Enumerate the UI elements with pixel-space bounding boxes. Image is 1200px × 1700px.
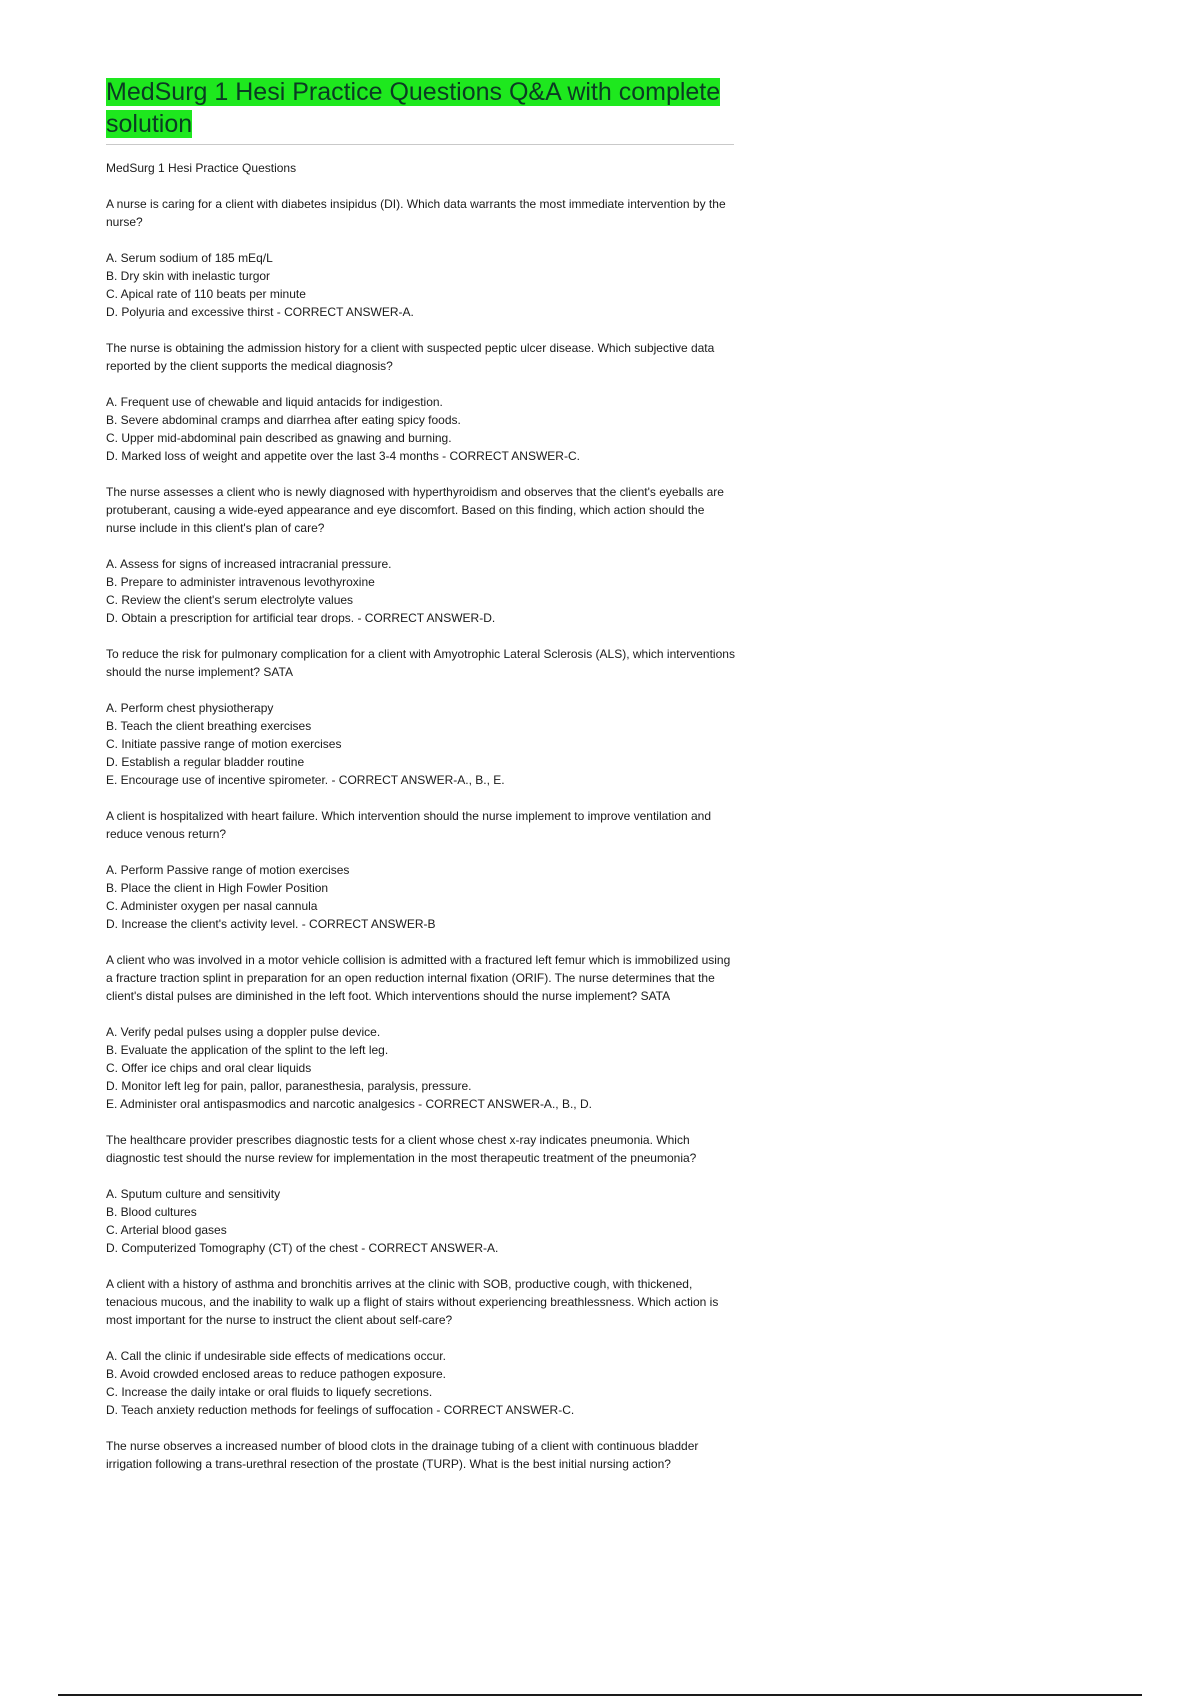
- question-block: [106, 951, 736, 1113]
- answer-option: B. Teach the client breathing exercises: [106, 719, 312, 733]
- question-block: [106, 483, 736, 627]
- document-title-highlight: MedSurg 1 Hesi Practice Questions Q&A with complete solution: [106, 78, 721, 138]
- answer-option: B. Avoid crowded enclosed areas to reduce pathogen exposure.: [106, 1367, 447, 1381]
- document-subtitle: MedSurg 1 Hesi Practice Questions: [106, 161, 297, 175]
- answer-option: D. Monitor left leg for pain, pallor, paranesthesia, paralysis, pressure.: [106, 1079, 472, 1093]
- question-text: A client who was involved in a motor vehicle collision is admitted with a fractured left femur which is immobilized using a fracture traction splint in preparation for an open reduction internal fixation (ORIF). The nurse determines that the client's distal pulses are diminished in the left foot. Which interventions should the nurse implement? SATA: [106, 953, 731, 1003]
- answer-option: B. Blood cultures: [106, 1205, 197, 1219]
- title-divider: [106, 144, 734, 145]
- answer-option: D. Teach anxiety reduction methods for feelings of suffocation - CORRECT ANSWER-C.: [106, 1403, 575, 1417]
- answer-option: C. Apical rate of 110 beats per minute: [106, 287, 306, 301]
- answer-options: [106, 393, 736, 465]
- question-text: A client with a history of asthma and bronchitis arrives at the clinic with SOB, productive cough, with thickened, tenacious mucous, and the inability to walk up a flight of stairs without experiencing breathlessness. Which action is most important for the nurse to instruct the client about self-care?: [106, 1277, 719, 1327]
- answer-option: C. Arterial blood gases: [106, 1223, 227, 1237]
- answer-option: E. Encourage use of incentive spirometer. - CORRECT ANSWER-A., B., E.: [106, 773, 505, 787]
- answer-option: A. Assess for signs of increased intracranial pressure.: [106, 557, 392, 571]
- answer-option: A. Perform chest physiotherapy: [106, 701, 274, 715]
- answer-option: C. Administer oxygen per nasal cannula: [106, 899, 318, 913]
- question-block: [106, 645, 736, 789]
- answer-option: D. Marked loss of weight and appetite over the last 3-4 months - CORRECT ANSWER-C.: [106, 449, 580, 463]
- answer-option: A. Verify pedal pulses using a doppler pulse device.: [106, 1025, 381, 1039]
- answer-option: B. Prepare to administer intravenous levothyroxine: [106, 575, 375, 589]
- answer-option: B. Evaluate the application of the splint to the left leg.: [106, 1043, 389, 1057]
- question-block: [106, 807, 736, 933]
- answer-option: D. Polyuria and excessive thirst - CORRECT ANSWER-A.: [106, 305, 414, 319]
- answer-option: A. Sputum culture and sensitivity: [106, 1187, 281, 1201]
- answer-option: C. Upper mid-abdominal pain described as gnawing and burning.: [106, 431, 452, 445]
- answer-options: [106, 699, 736, 789]
- document-title: [106, 76, 736, 140]
- question-block: [106, 1437, 736, 1473]
- answer-options: [106, 1185, 736, 1257]
- answer-option: D. Establish a regular bladder routine: [106, 755, 305, 769]
- answer-option: B. Severe abdominal cramps and diarrhea after eating spicy foods.: [106, 413, 461, 427]
- answer-option: C. Increase the daily intake or oral fluids to liquefy secretions.: [106, 1385, 433, 1399]
- answer-options: [106, 1023, 736, 1113]
- answer-options: [106, 1347, 736, 1419]
- answer-option: C. Initiate passive range of motion exercises: [106, 737, 342, 751]
- question-text: The nurse is obtaining the admission history for a client with suspected peptic ulcer disease. Which subjective data reported by the client supports the medical diagnosis?: [106, 341, 715, 373]
- footer-divider: [58, 1694, 1142, 1696]
- answer-options: [106, 861, 736, 933]
- answer-option: A. Serum sodium of 185 mEq/L: [106, 251, 273, 265]
- answer-options: [106, 249, 736, 321]
- question-block: [106, 1131, 736, 1257]
- answer-option: C. Offer ice chips and oral clear liquids: [106, 1061, 312, 1075]
- answer-options: [106, 555, 736, 627]
- question-text: To reduce the risk for pulmonary complication for a client with Amyotrophic Lateral Sclerosis (ALS), which interventions should the nurse implement? SATA: [106, 647, 735, 679]
- question-block: [106, 1275, 736, 1419]
- question-text: The nurse assesses a client who is newly diagnosed with hyperthyroidism and observes that the client's eyeballs are protuberant, causing a wide-eyed appearance and eye discomfort. Based on this finding, which action should the nurse include in this client's plan of care?: [106, 485, 724, 535]
- answer-option: D. Computerized Tomography (CT) of the chest - CORRECT ANSWER-A.: [106, 1241, 499, 1255]
- answer-option: A. Call the clinic if undesirable side effects of medications occur.: [106, 1349, 446, 1363]
- answer-option: D. Obtain a prescription for artificial tear drops. - CORRECT ANSWER-D.: [106, 611, 496, 625]
- answer-option: D. Increase the client's activity level. - CORRECT ANSWER-B: [106, 917, 436, 931]
- question-text: A client is hospitalized with heart failure. Which intervention should the nurse implement to improve ventilation and reduce venous return?: [106, 809, 711, 841]
- document-content: [106, 76, 736, 1491]
- question-block: [106, 195, 736, 321]
- answer-option: B. Dry skin with inelastic turgor: [106, 269, 271, 283]
- question-text: A nurse is caring for a client with diabetes insipidus (DI). Which data warrants the most immediate intervention by the nurse?: [106, 197, 726, 229]
- answer-option: A. Perform Passive range of motion exercises: [106, 863, 350, 877]
- answer-option: C. Review the client's serum electrolyte values: [106, 593, 354, 607]
- question-text: The nurse observes a increased number of blood clots in the drainage tubing of a client with continuous bladder irrigation following a trans-urethral resection of the prostate (TURP). What is the best initial nursing action?: [106, 1439, 699, 1471]
- question-block: [106, 339, 736, 465]
- questions-list: [106, 195, 736, 1473]
- answer-option: E. Administer oral antispasmodics and narcotic analgesics - CORRECT ANSWER-A., B., D.: [106, 1097, 592, 1111]
- question-text: The healthcare provider prescribes diagnostic tests for a client whose chest x-ray indicates pneumonia. Which diagnostic test should the nurse review for implementation in the most therapeutic treatment of the pneumonia?: [106, 1133, 697, 1165]
- answer-option: A. Frequent use of chewable and liquid antacids for indigestion.: [106, 395, 443, 409]
- answer-option: B. Place the client in High Fowler Position: [106, 881, 329, 895]
